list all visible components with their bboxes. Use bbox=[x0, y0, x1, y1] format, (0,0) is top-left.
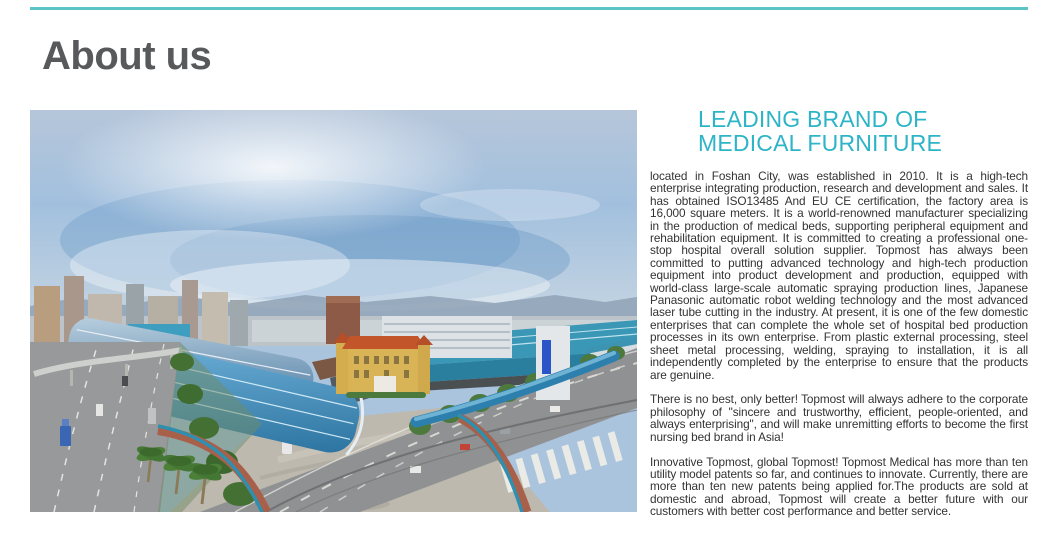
about-paragraph-1: located in Foshan City, was established in 2010. It is a high-tech enterprise integrating production, research and development and sales. It has obtained ISO13485 And EU CE certification, the factory area is 16,000 square meters. It is a world-renowned manufacturer specializing in the production of medical beds, supporting peripheral equipment and rehabilitation equipment. It is committed to creating a professional one-stop hospital overall solution supplier. Topmost has always been committed to putting advanced technology and high-tech production equipment into product development and production, equipped with world-class large-scale automatic spraying production lines, Japanese Panasonic automatic robot welding technology and the most advanced laser tube cutting in the industry. At present, it is one of the few domestic enterprises that can complete the whole set of hospital bed production processes in its own enterprise. From plastic external processing, steel sheet metal processing, welding, spraying to installation, it is all independently completed by the enterprise to ensure that the products are genuine. bbox=[650, 169, 1028, 382]
about-paragraph-3: Innovative Topmost, global Topmost! Topmost Medical has more than ten utility model patents so far, and continues to innovate. Currently, there are more than ten new patents being applied for.The products are sold at domestic and abroad, Topmost will create a better future with our customers with better cost performance and better service. bbox=[650, 454, 1028, 519]
about-paragraph-2: There is no best, only better! Topmost will always adhere to the corporate philosophy of "sincere and trustworthy, efficient, people-oriented, and always enterprising", and will make unremitting efforts to become the first nursing bed brand in Asia! bbox=[650, 392, 1028, 444]
factory-panorama-image bbox=[30, 110, 637, 512]
section-heading-line2: MEDICAL FURNITURE bbox=[698, 130, 943, 156]
top-accent-line bbox=[30, 7, 1028, 10]
page-title: About us bbox=[42, 34, 212, 78]
about-section bbox=[650, 100, 1028, 530]
section-heading-line1: LEADING BRAND OF bbox=[698, 106, 928, 132]
factory-panorama-photo bbox=[30, 110, 637, 512]
section-heading bbox=[698, 107, 1028, 155]
sky-layer bbox=[30, 110, 637, 322]
